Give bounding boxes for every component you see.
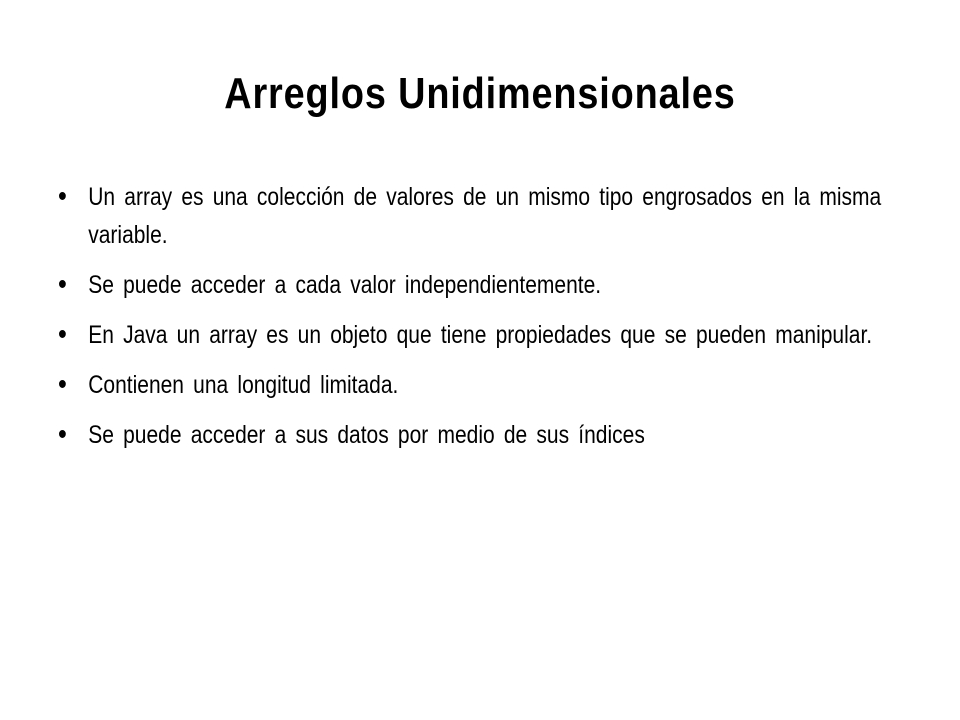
bullet-text: En Java un array es un objeto que tiene propiedades que se pueden manipular. — [88, 321, 873, 349]
slide-body — [58, 178, 888, 466]
bullet-dot-icon: • — [58, 180, 67, 213]
bullet-dot-icon: • — [58, 368, 67, 401]
bullet-text: Se puede acceder a sus datos por medio de sus índices — [88, 421, 645, 449]
bullet-item — [58, 366, 886, 404]
bullet-item — [58, 416, 886, 454]
bullet-dot-icon: • — [58, 418, 67, 451]
slide-title: Arreglos Unidimensionales — [224, 69, 736, 118]
bullet-item — [58, 266, 886, 304]
bullet-text: Un array es una colección de valores de un mismo tipo engrosados en la misma variable. — [88, 183, 882, 249]
bullet-list — [58, 178, 888, 454]
bullet-text: Contienen una longitud limitada. — [88, 371, 399, 399]
bullet-item — [58, 178, 886, 254]
bullet-text: Se puede acceder a cada valor independientemente. — [88, 271, 602, 299]
bullet-dot-icon: • — [58, 268, 67, 301]
bullet-item — [58, 316, 886, 354]
bullet-dot-icon: • — [58, 318, 67, 351]
